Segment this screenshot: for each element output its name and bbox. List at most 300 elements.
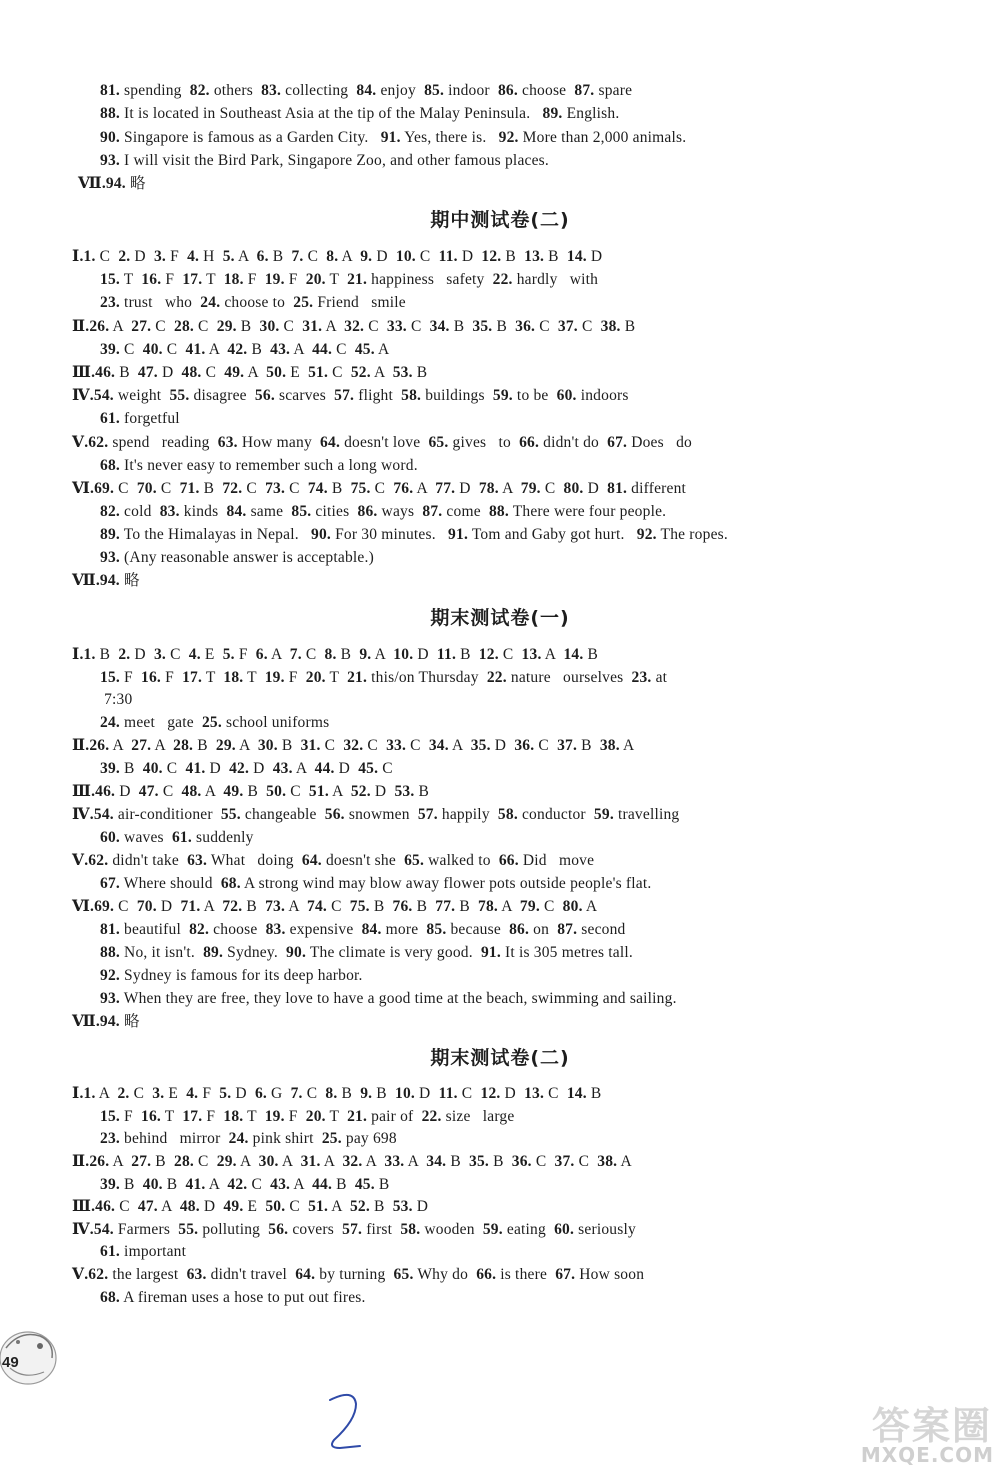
answer-text: Yes, there is. (400, 129, 499, 146)
question-number: 4. (187, 248, 200, 265)
question-number: 41. (185, 760, 206, 777)
answer-text: because (446, 921, 510, 938)
answer-text: B (501, 248, 525, 265)
question-number: 16. (141, 271, 162, 288)
answer-text: A (338, 248, 361, 265)
answer-text: C (286, 783, 309, 800)
answer-text: 略 (125, 175, 146, 192)
question-number: 51. (308, 783, 329, 800)
question-number: 45. (358, 760, 379, 777)
answer-line (100, 80, 632, 102)
question-number: 65. (428, 434, 449, 451)
answer-line (100, 689, 132, 711)
question-number: 67. (607, 434, 628, 451)
answer-text: D (413, 646, 437, 663)
answer-text: B (412, 898, 436, 915)
question-number: 63. (186, 1266, 207, 1283)
question-number: 19. (264, 271, 285, 288)
question-number: 61. (100, 1243, 120, 1260)
answer-line (72, 896, 597, 918)
answer-text: B (336, 646, 360, 663)
answer-text: A (278, 1153, 301, 1170)
answer-text: B (620, 318, 636, 335)
answer-text: A strong wind may blow away flower pots outside people's flat. (240, 875, 652, 892)
answer-text: There were four people. (508, 503, 667, 520)
answer-text: F (243, 271, 265, 288)
answer-text: D (199, 1198, 224, 1215)
answer-line (72, 385, 629, 407)
answer-line (100, 827, 254, 849)
answer-line (72, 850, 594, 872)
answer-text: A (109, 1153, 132, 1170)
answer-text: C (498, 646, 522, 663)
answer-text: by turning (315, 1266, 394, 1283)
question-number: 31. (302, 318, 323, 335)
question-number: 43. (270, 1176, 291, 1193)
question-number: 29. (216, 318, 237, 335)
question-number: 72. (222, 898, 243, 915)
answer-text: scarves (274, 387, 335, 404)
question-number: 64. (301, 852, 322, 869)
answer-text: polluting (198, 1221, 269, 1238)
question-number: 36. (515, 318, 536, 335)
answer-text: D (414, 1085, 439, 1102)
answer-text: B (277, 737, 301, 754)
answer-text: T (325, 669, 348, 686)
answer-text: A (404, 1153, 427, 1170)
answer-text: B (414, 783, 430, 800)
answer-line (72, 246, 602, 268)
question-number: 42. (227, 1176, 248, 1193)
answer-text: eating (502, 1221, 555, 1238)
question-number: 70. (136, 480, 157, 497)
answer-text: B (95, 646, 119, 663)
question-number: 35. (470, 737, 491, 754)
question-number: 30. (259, 318, 280, 335)
question-number: 90. (286, 944, 307, 961)
question-number: 72. (222, 480, 243, 497)
question-number: 50. (266, 364, 287, 381)
answer-text: D (249, 760, 273, 777)
question-number: 28. (174, 1153, 194, 1170)
answer-line (100, 965, 363, 987)
answer-text: happiness safety (367, 271, 493, 288)
question-number: 33. (384, 1153, 405, 1170)
question-number: 33. (386, 318, 407, 335)
answer-text: C (129, 1085, 153, 1102)
section-title: 期末测试卷(二) (430, 1047, 570, 1069)
answer-text: travelling (613, 806, 680, 823)
answer-text: expensive (285, 921, 362, 938)
question-number: 55. (220, 806, 241, 823)
question-number: 40. (142, 1176, 163, 1193)
answer-text: (Any reasonable answer is acceptable.) (119, 549, 374, 566)
question-number: 11. (436, 646, 457, 663)
question-number: Ⅰ.1. (72, 646, 96, 663)
watermark-logo-text: 答案圈 (871, 1404, 992, 1448)
answer-text: C (406, 737, 429, 754)
question-number: 5. (222, 646, 235, 663)
question-number: 23. (631, 669, 652, 686)
answer-text: D (586, 248, 603, 265)
question-number: Ⅴ.62. (72, 1266, 109, 1283)
answer-text: C (193, 318, 217, 335)
answer-text: Does do (627, 434, 692, 451)
answer-text: H (199, 248, 223, 265)
answer-text: F (234, 646, 256, 663)
answer-text: C (370, 480, 394, 497)
question-number: 50. (266, 783, 287, 800)
answer-text: on (529, 921, 558, 938)
question-number: 41. (185, 1176, 206, 1193)
answer-text: to be (512, 387, 557, 404)
answer-text: C (114, 898, 137, 915)
answer-text: D (115, 783, 139, 800)
answer-text: second (577, 921, 626, 938)
answer-text: A (374, 341, 390, 358)
question-number: 18. (223, 271, 244, 288)
answer-text: How many (237, 434, 321, 451)
question-number: Ⅲ.46. (72, 1198, 116, 1215)
answer-line (72, 432, 692, 454)
answer-text: E (243, 1198, 266, 1215)
question-number: 79. (520, 480, 541, 497)
question-number: 68. (100, 457, 120, 474)
answer-line (100, 1106, 514, 1128)
answer-text: at (651, 669, 668, 686)
answer-text: C (114, 480, 137, 497)
question-number: 89. (100, 526, 120, 543)
answer-text: It is located in Southeast Asia at the tip of the Malay Peninsula. (119, 105, 543, 122)
answer-text: D (490, 737, 515, 754)
answer-text: B (119, 760, 143, 777)
answer-text: C (535, 318, 558, 335)
answer-text: For 30 minutes. (331, 526, 449, 543)
answer-text: A (95, 1085, 118, 1102)
question-number: 10. (393, 646, 414, 663)
question-number: 71. (180, 898, 201, 915)
answer-text: size large (441, 1108, 515, 1125)
question-number: 74. (307, 480, 328, 497)
answer-text: D (583, 480, 608, 497)
question-number: 2. (118, 248, 131, 265)
answer-text: What doing (207, 852, 302, 869)
question-number: 88. (488, 503, 509, 520)
answer-text: C (166, 646, 189, 663)
question-number: 44. (312, 341, 333, 358)
answer-line (100, 1287, 366, 1309)
question-number: 61. (100, 410, 120, 427)
question-number: 91. (448, 526, 469, 543)
answer-text: E (200, 646, 223, 663)
question-number: 51. (308, 364, 329, 381)
question-number: 52. (350, 783, 371, 800)
answer-text: A (201, 783, 224, 800)
question-number: 18. (223, 1108, 244, 1125)
answer-text: The ropes. (656, 526, 728, 543)
question-number: 24. (228, 1130, 249, 1147)
answer-text: pair of (367, 1108, 422, 1125)
question-number: 3. (153, 248, 167, 265)
question-number: 47. (138, 783, 159, 800)
question-number: 83. (159, 503, 180, 520)
question-number: Ⅵ.69. (72, 480, 115, 497)
question-number: 9. (360, 248, 373, 265)
handwritten-mark (320, 1388, 370, 1458)
question-number: 81. (100, 82, 120, 99)
question-number: 48. (179, 1198, 200, 1215)
question-number: 39. (100, 341, 120, 358)
answer-text: When they are free, they love to have a good time at the beach, swimming and sailing. (119, 990, 677, 1007)
question-number: 15. (100, 271, 120, 288)
answer-text: more (381, 921, 427, 938)
answer-text: C (332, 341, 355, 358)
question-number: 25. (201, 714, 222, 731)
answer-text: English. (562, 105, 620, 122)
answer-line (100, 988, 677, 1010)
question-number: 88. (100, 944, 120, 961)
answer-text: F (161, 669, 183, 686)
answer-text: 略 (119, 572, 140, 589)
question-number: 63. (217, 434, 238, 451)
answer-text: C (457, 1085, 481, 1102)
question-number: 77. (435, 480, 456, 497)
question-number: 45. (354, 1176, 375, 1193)
question-number: 37. (554, 1153, 575, 1170)
answer-line (100, 292, 406, 314)
question-number: 55. (178, 1221, 199, 1238)
answer-text: B (337, 1085, 361, 1102)
answer-text: T (325, 1108, 348, 1125)
answer-line (100, 712, 329, 734)
answer-text: It's never easy to remember such a long word. (119, 457, 418, 474)
answer-text: B (243, 783, 267, 800)
answer-text: It is 305 metres tall. (500, 944, 633, 961)
question-number: 59. (482, 1221, 503, 1238)
question-number: 55. (169, 387, 190, 404)
answer-text: A (541, 646, 564, 663)
answer-text: collecting (281, 82, 357, 99)
answer-text: B (492, 318, 516, 335)
answer-text: come (442, 503, 489, 520)
question-number: 17. (182, 669, 203, 686)
answer-text: C (540, 480, 564, 497)
answer-line (72, 1264, 644, 1286)
question-number: 2. (118, 646, 131, 663)
question-number: 65. (393, 1266, 414, 1283)
question-number: 79. (519, 898, 540, 915)
answer-text: C (539, 898, 563, 915)
answer-text: B (119, 1176, 143, 1193)
watermark (800, 1395, 1000, 1471)
question-number: 29. (215, 737, 236, 754)
answer-line (100, 127, 686, 149)
answer-text: A (328, 783, 351, 800)
answer-line (72, 781, 429, 803)
answer-text: Singapore is famous as a Garden City. (119, 129, 381, 146)
answer-text: C (531, 1153, 555, 1170)
answer-text: doesn't love (340, 434, 429, 451)
answer-line (100, 942, 633, 964)
answer-text: air-conditioner (113, 806, 221, 823)
answer-text: B (369, 898, 393, 915)
question-number: 47. (137, 364, 158, 381)
answer-line (72, 804, 679, 826)
question-number: 57. (417, 806, 438, 823)
question-number: 38. (597, 1153, 618, 1170)
question-number: 93. (100, 990, 120, 1007)
question-number: 67. (555, 1266, 576, 1283)
answer-text: B (268, 248, 292, 265)
answer-text: B (372, 1085, 395, 1102)
answer-text: spending (119, 82, 190, 99)
question-number: 17. (182, 1108, 203, 1125)
question-number: 6. (254, 1085, 267, 1102)
answer-text: T (161, 1108, 183, 1125)
answer-text: D (130, 646, 154, 663)
answer-text: B (236, 318, 260, 335)
answer-text: B (199, 480, 223, 497)
answer-text: spend reading (108, 434, 218, 451)
answer-text: snowmen (344, 806, 418, 823)
answer-text: Farmers (113, 1221, 179, 1238)
question-number: 61. (171, 829, 192, 846)
answer-text: waves (119, 829, 172, 846)
question-number: 84. (361, 921, 382, 938)
question-number: 44. (314, 760, 335, 777)
answer-text: Where should (119, 875, 221, 892)
question-number: 56. (268, 1221, 289, 1238)
answer-text: F (198, 1085, 220, 1102)
question-number: 10. (395, 248, 416, 265)
question-number: 78. (478, 480, 499, 497)
question-number: 15. (100, 669, 120, 686)
question-number: 43. (270, 341, 291, 358)
answer-text: F (202, 1108, 224, 1125)
question-number: 38. (599, 737, 620, 754)
answer-text: C (363, 737, 387, 754)
answer-text: wooden (420, 1221, 483, 1238)
question-number: 86. (357, 503, 378, 520)
question-number: 12. (480, 1085, 501, 1102)
answer-text: B (583, 646, 599, 663)
question-number: 57. (334, 387, 355, 404)
question-number: 88. (100, 105, 120, 122)
question-number: 20. (305, 271, 326, 288)
question-number: 21. (347, 271, 368, 288)
answer-text: F (119, 669, 142, 686)
answer-text: A (285, 898, 308, 915)
answer-text: Did move (518, 852, 595, 869)
answer-text: C (151, 318, 174, 335)
question-number: 31. (300, 737, 321, 754)
answer-text: B (577, 737, 600, 754)
answer-text: The climate is very good. (306, 944, 481, 961)
question-number: Ⅵ.69. (72, 898, 115, 915)
question-number: 60. (554, 1221, 575, 1238)
answer-text: A (244, 364, 267, 381)
answer-line (72, 1011, 140, 1033)
question-number: Ⅶ.94. (72, 572, 120, 589)
answer-text: C (242, 480, 266, 497)
answer-text: this/on Thursday (367, 669, 487, 686)
question-number: 22. (421, 1108, 442, 1125)
question-number: 85. (426, 921, 447, 938)
question-number: 52. (349, 1198, 370, 1215)
question-number: 90. (311, 526, 331, 543)
question-number: 83. (261, 82, 282, 99)
answer-text: nature ourselves (506, 669, 632, 686)
question-number: 19. (264, 1108, 285, 1125)
answer-text: T (119, 271, 142, 288)
answer-text: C (303, 248, 327, 265)
question-number: 68. (220, 875, 241, 892)
question-number: 9. (360, 1085, 373, 1102)
answer-text: B (242, 898, 266, 915)
answer-text: T (325, 271, 348, 288)
question-number: 51. (308, 1198, 329, 1215)
question-number: 7. (291, 248, 304, 265)
answer-text: B (332, 1176, 355, 1193)
answer-text: others (209, 82, 262, 99)
answer-text: C (364, 318, 387, 335)
answer-text: A (320, 1153, 343, 1170)
page-number: 49 (2, 1354, 19, 1371)
question-number: 43. (272, 760, 293, 777)
answer-text: B (247, 341, 271, 358)
question-number: 59. (593, 806, 614, 823)
question-number: 37. (557, 737, 578, 754)
question-number: Ⅰ.1. (72, 1085, 96, 1102)
answer-text: first (362, 1221, 401, 1238)
answer-text: A (234, 248, 257, 265)
question-number: 31. (300, 1153, 321, 1170)
answer-line (72, 570, 140, 592)
question-number: 64. (295, 1266, 316, 1283)
answer-text: C (301, 646, 325, 663)
answer-text: C (285, 1198, 309, 1215)
question-number: 28. (174, 318, 194, 335)
answer-text: T (202, 271, 224, 288)
question-number: 13. (524, 248, 545, 265)
answer-line (100, 1174, 389, 1196)
answer-text: meet gate (119, 714, 202, 731)
question-number: 8. (324, 646, 337, 663)
question-number: 63. (187, 852, 208, 869)
question-number: 21. (347, 669, 368, 686)
question-number: 52. (350, 364, 371, 381)
answer-text: C (406, 318, 430, 335)
answer-text: G (266, 1085, 291, 1102)
question-number: 92. (636, 526, 657, 543)
answer-text: C (415, 248, 439, 265)
question-number: 42. (227, 341, 248, 358)
answer-text: D (412, 1198, 429, 1215)
question-number: 59. (492, 387, 513, 404)
question-number: 25. (293, 294, 314, 311)
question-number: 77. (435, 898, 456, 915)
answer-line (72, 1219, 636, 1241)
question-number: 82. (100, 503, 120, 520)
answer-text: T (202, 669, 224, 686)
answer-line (72, 316, 635, 338)
answer-text: D (130, 248, 154, 265)
answer-text: C (201, 364, 225, 381)
question-number: 44. (312, 1176, 333, 1193)
question-number: 48. (181, 364, 202, 381)
answer-line (100, 455, 418, 477)
question-number: 47. (137, 1198, 158, 1215)
